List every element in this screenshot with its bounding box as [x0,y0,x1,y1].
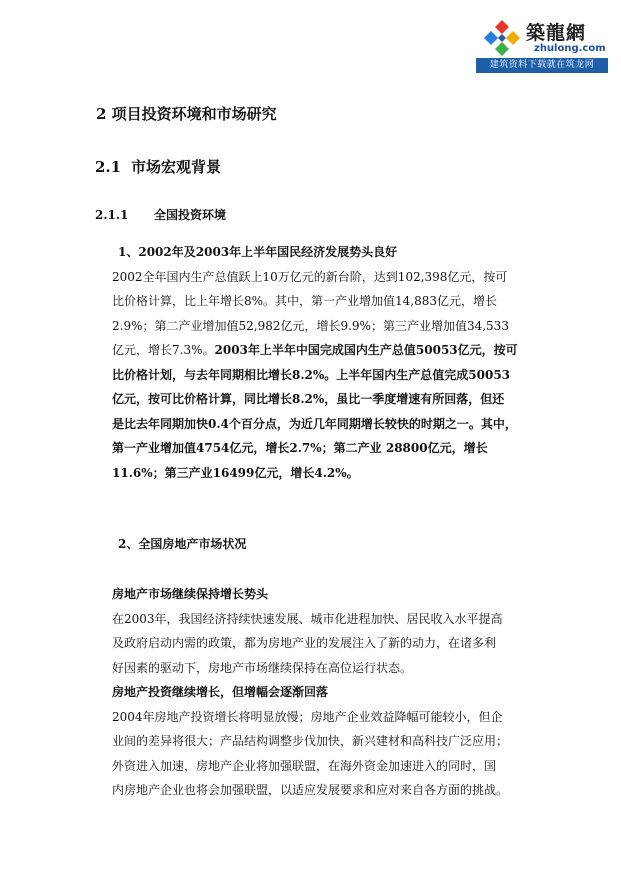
logo-diamond-icon [482,18,522,58]
subsection-number: 2.1.1 [95,208,129,222]
text-line: 比价格计算，比上年增长8%。其中，第一产业增加值14,883亿元，增长 [112,294,498,308]
section2-paragraph [112,532,532,557]
text-line: 2002全年国内生产总值跃上10万亿元的新台阶，达到102,398亿元，按可 [112,269,508,284]
section-number: 2.1 [95,158,122,176]
subsection-heading [95,206,226,223]
text-line: 比价格计划，与去年同期相比增长8.2%。上半年国内生产总值完成50053 [112,367,511,382]
section-heading [95,156,221,177]
text-line: 好因素的驱动下，房地产市场继续保持在高位运行状态。 [112,660,413,675]
text-bold: 2003年上半年中国完成国内生产总值50053亿元，按可 [214,343,518,357]
text-line: 业间的差异将很大；产品结构调整步伐加快，新兴建材和高科技广泛应用； [112,734,509,748]
text-normal: 亿元，增长7.3%。 [112,343,215,357]
chapter-heading: 2 项目投资环境和市场研究 [96,105,277,123]
zhulong-logo [476,14,608,76]
text-line: 2004年房地产投资增长将明显放慢；房地产企业效益降幅可能较小，但企 [112,709,503,724]
text-line: 亿元，按可比价格计算，同比增长8.2%，虽比一季度增速有所回落，但还 [112,392,505,406]
text-line: 及政府启动内需的政策，都为房地产业的发展注入了新的动力，在诸多利 [112,636,497,650]
part2-title: 房地产投资继续增长，但增幅会逐渐回落 [112,685,329,699]
section-title: 市场宏观背景 [131,158,222,176]
logo-domain: zhulong.com [534,43,606,54]
section2-body [112,582,532,803]
logo-slogan: 建筑资料下载就在筑龙网 [476,58,608,73]
text-line: 外资进入加速，房地产企业将加强联盟，在海外资金加速进入的同时，国 [112,758,497,773]
text-line: 2.9%；第二产业增加值52,982亿元，增长9.9%；第三产业增加值34,533 [112,318,509,333]
part1-title: 房地产市场继续保持增长势头 [112,587,269,601]
section1-subtitle: 1、2002年及2003年上半年国民经济发展势头良好 [118,245,398,259]
text-line: 内房地产企业也将会加强联盟，以适应发展要求和应对来自各方面的挑战。 [112,783,509,797]
subsection-title: 全国投资环境 [154,208,227,222]
section2-subtitle: 2、全国房地产市场状况 [118,537,247,551]
text-line [112,338,532,363]
text-line: 11.6%；第三产业16499亿元，增长4.2%。 [112,465,359,480]
logo-name: 築龍網 [526,22,587,44]
text-line: 在2003年，我国经济持续快速发展、城市化进程加快、居民收入水平提高 [112,611,503,626]
text-line: 是比去年同期加快0.4个百分点，为近几年同期增长较快的时期之一。其中， [112,416,517,431]
section1-paragraph [112,240,532,485]
text-line: 第一产业增加值4754亿元，增长2.7%；第二产业 28800亿元，增长 [112,441,488,455]
